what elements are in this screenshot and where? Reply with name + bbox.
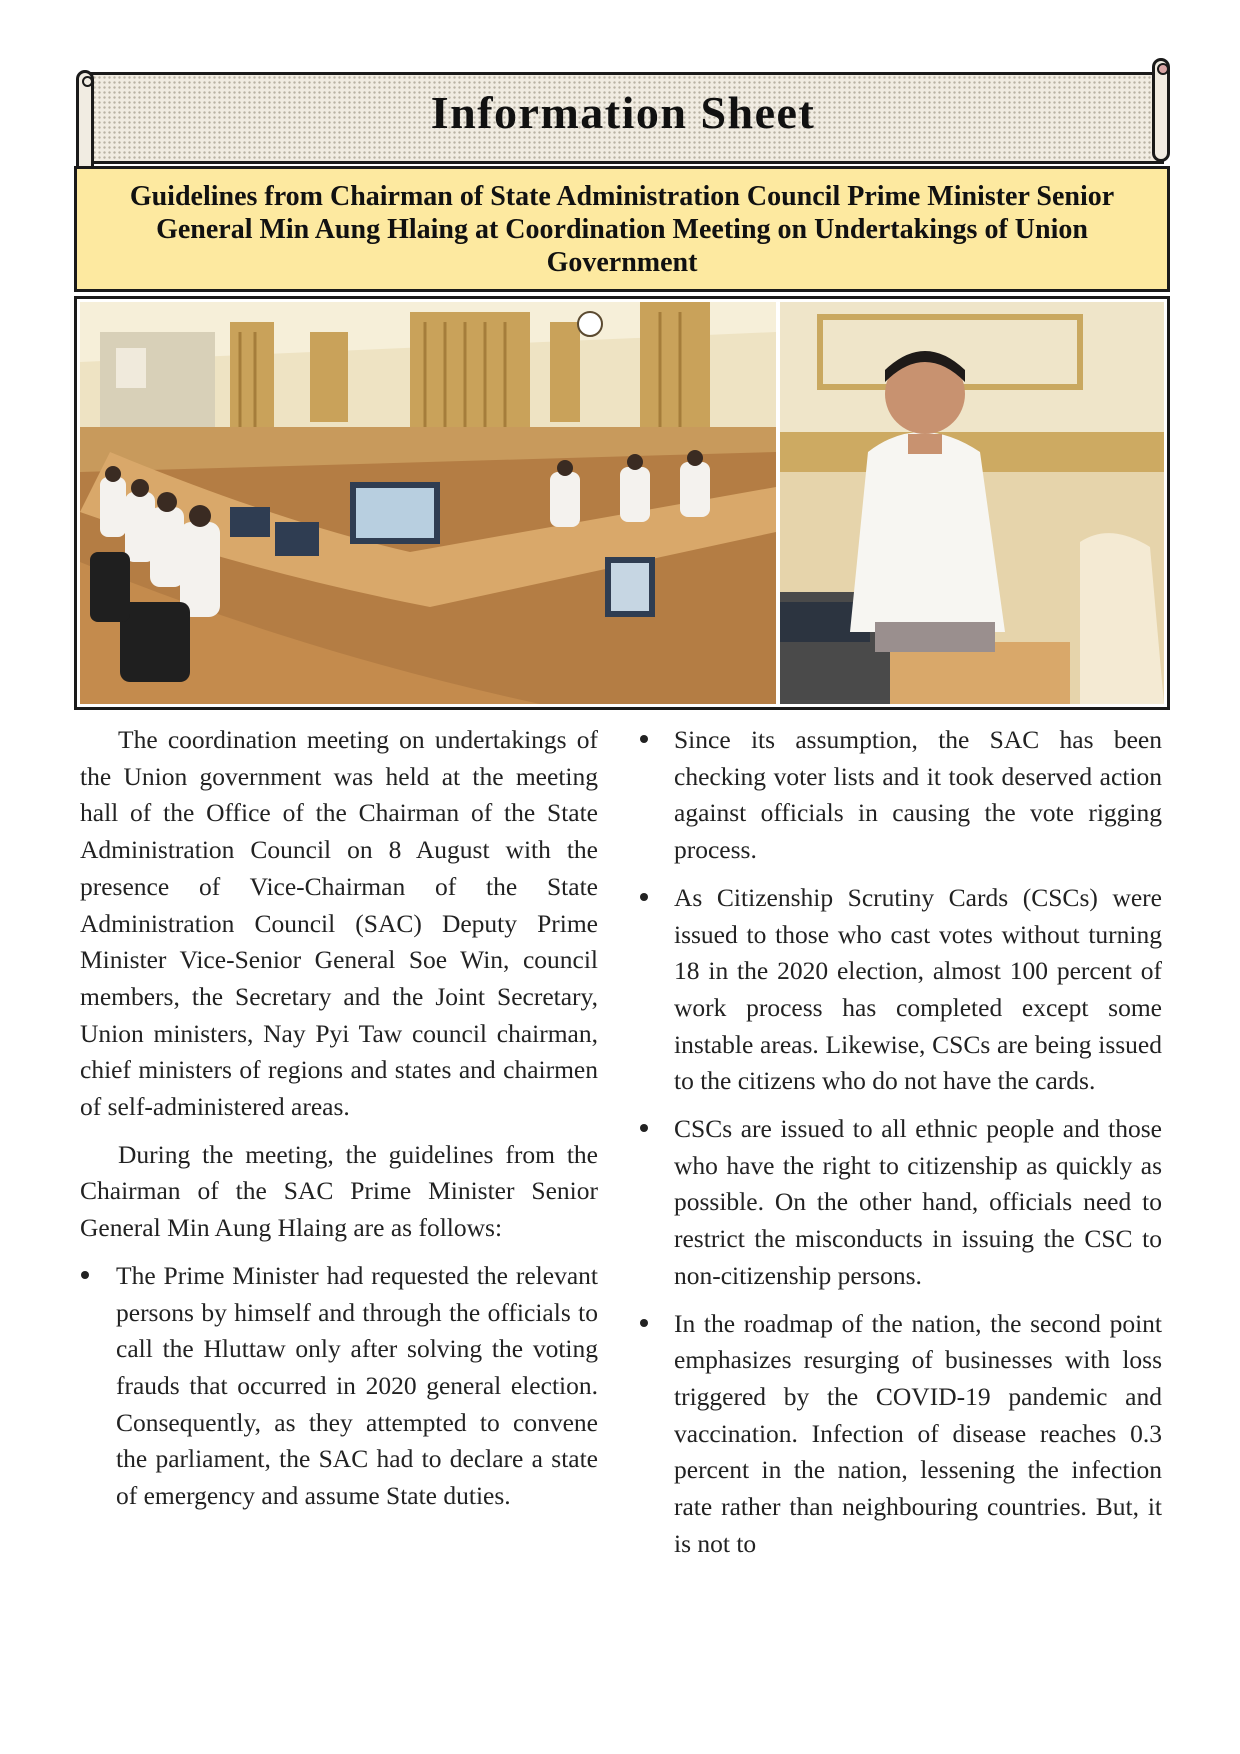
list-item-text: In the roadmap of the nation, the second point emphasizes resurging of businesses with loss triggered by the COVID-19 pandemic and vaccination. Infection of disease reaches 0.3 percent in the nation, lessening the infection rate rather than neighbouring countries. But, it is not to — [674, 1308, 1162, 1558]
meeting-hall-photo — [80, 302, 776, 704]
list-item-text: As Citizenship Scrutiny Cards (CSCs) were issued to those who cast votes without turning 18 in the 2020 election, almost 100 percent of work process has completed except some instable areas. Likewise, CSCs are being issued to the citizens who do not have the cards. — [674, 882, 1162, 1096]
prime-minister-photo — [780, 302, 1164, 704]
list-item — [638, 1306, 1162, 1563]
list-item — [638, 722, 1162, 869]
article-column-right — [638, 722, 1162, 1573]
list-item-text: CSCs are issued to all ethnic people and those who have the right to citizenship as quickly as possible. On the other hand, officials need to restrict the misconducts in issuing the CSC to non-citizenship persons. — [674, 1114, 1162, 1290]
bullet-icon — [640, 1319, 648, 1327]
list-item — [80, 1258, 598, 1515]
article-column-left — [80, 722, 598, 1526]
list-item — [638, 1111, 1162, 1295]
bullet-icon — [640, 735, 648, 743]
page-title: Information Sheet — [430, 87, 816, 138]
guidelines-list — [80, 1258, 598, 1515]
article-paragraph: During the meeting, the guidelines from the Chairman of the SAC Prime Minister Senior General Min Aung Hlaing are as follows: — [80, 1139, 598, 1243]
photo-frame — [74, 296, 1170, 710]
list-item — [638, 880, 1162, 1100]
title-banner — [76, 62, 1170, 164]
bullet-icon — [81, 1271, 89, 1279]
bullet-icon — [640, 1124, 648, 1132]
article-headline: Guidelines from Chairman of State Administration Council Prime Minister Senior General Min Aung Hlaing at Coordination Meeting on Undertakings of Union Government — [129, 180, 1115, 278]
guidelines-list — [638, 722, 1162, 1562]
list-item-text: The Prime Minister had requested the relevant persons by himself and through the officials to call the Hluttaw only after solving the voting frauds that occurred in 2020 general election. Consequently, as they attempted to convene the parliament, the SAC had to declare a state of emergency and assume State duties. — [116, 1260, 598, 1511]
article-paragraph: The coordination meeting on undertakings of the Union government was held at the meeting hall of the Office of the Chairman of the State Administration Council on 8 August with the presence of Vice-Chairman of the State Administration Council (SAC) Deputy Prime Minister Vice-Senior General Soe Win, council members, the Secretary and the Joint Secretary, Union ministers, Nay Pyi Taw council chairman, chief ministers of regions and states and chairmen of self-administered areas. — [80, 725, 598, 1122]
subtitle-box — [74, 166, 1170, 292]
list-item-text: Since its assumption, the SAC has been checking voter lists and it took deserved action against officials in causing the vote rigging process. — [674, 725, 1162, 865]
bullet-icon — [640, 893, 648, 901]
